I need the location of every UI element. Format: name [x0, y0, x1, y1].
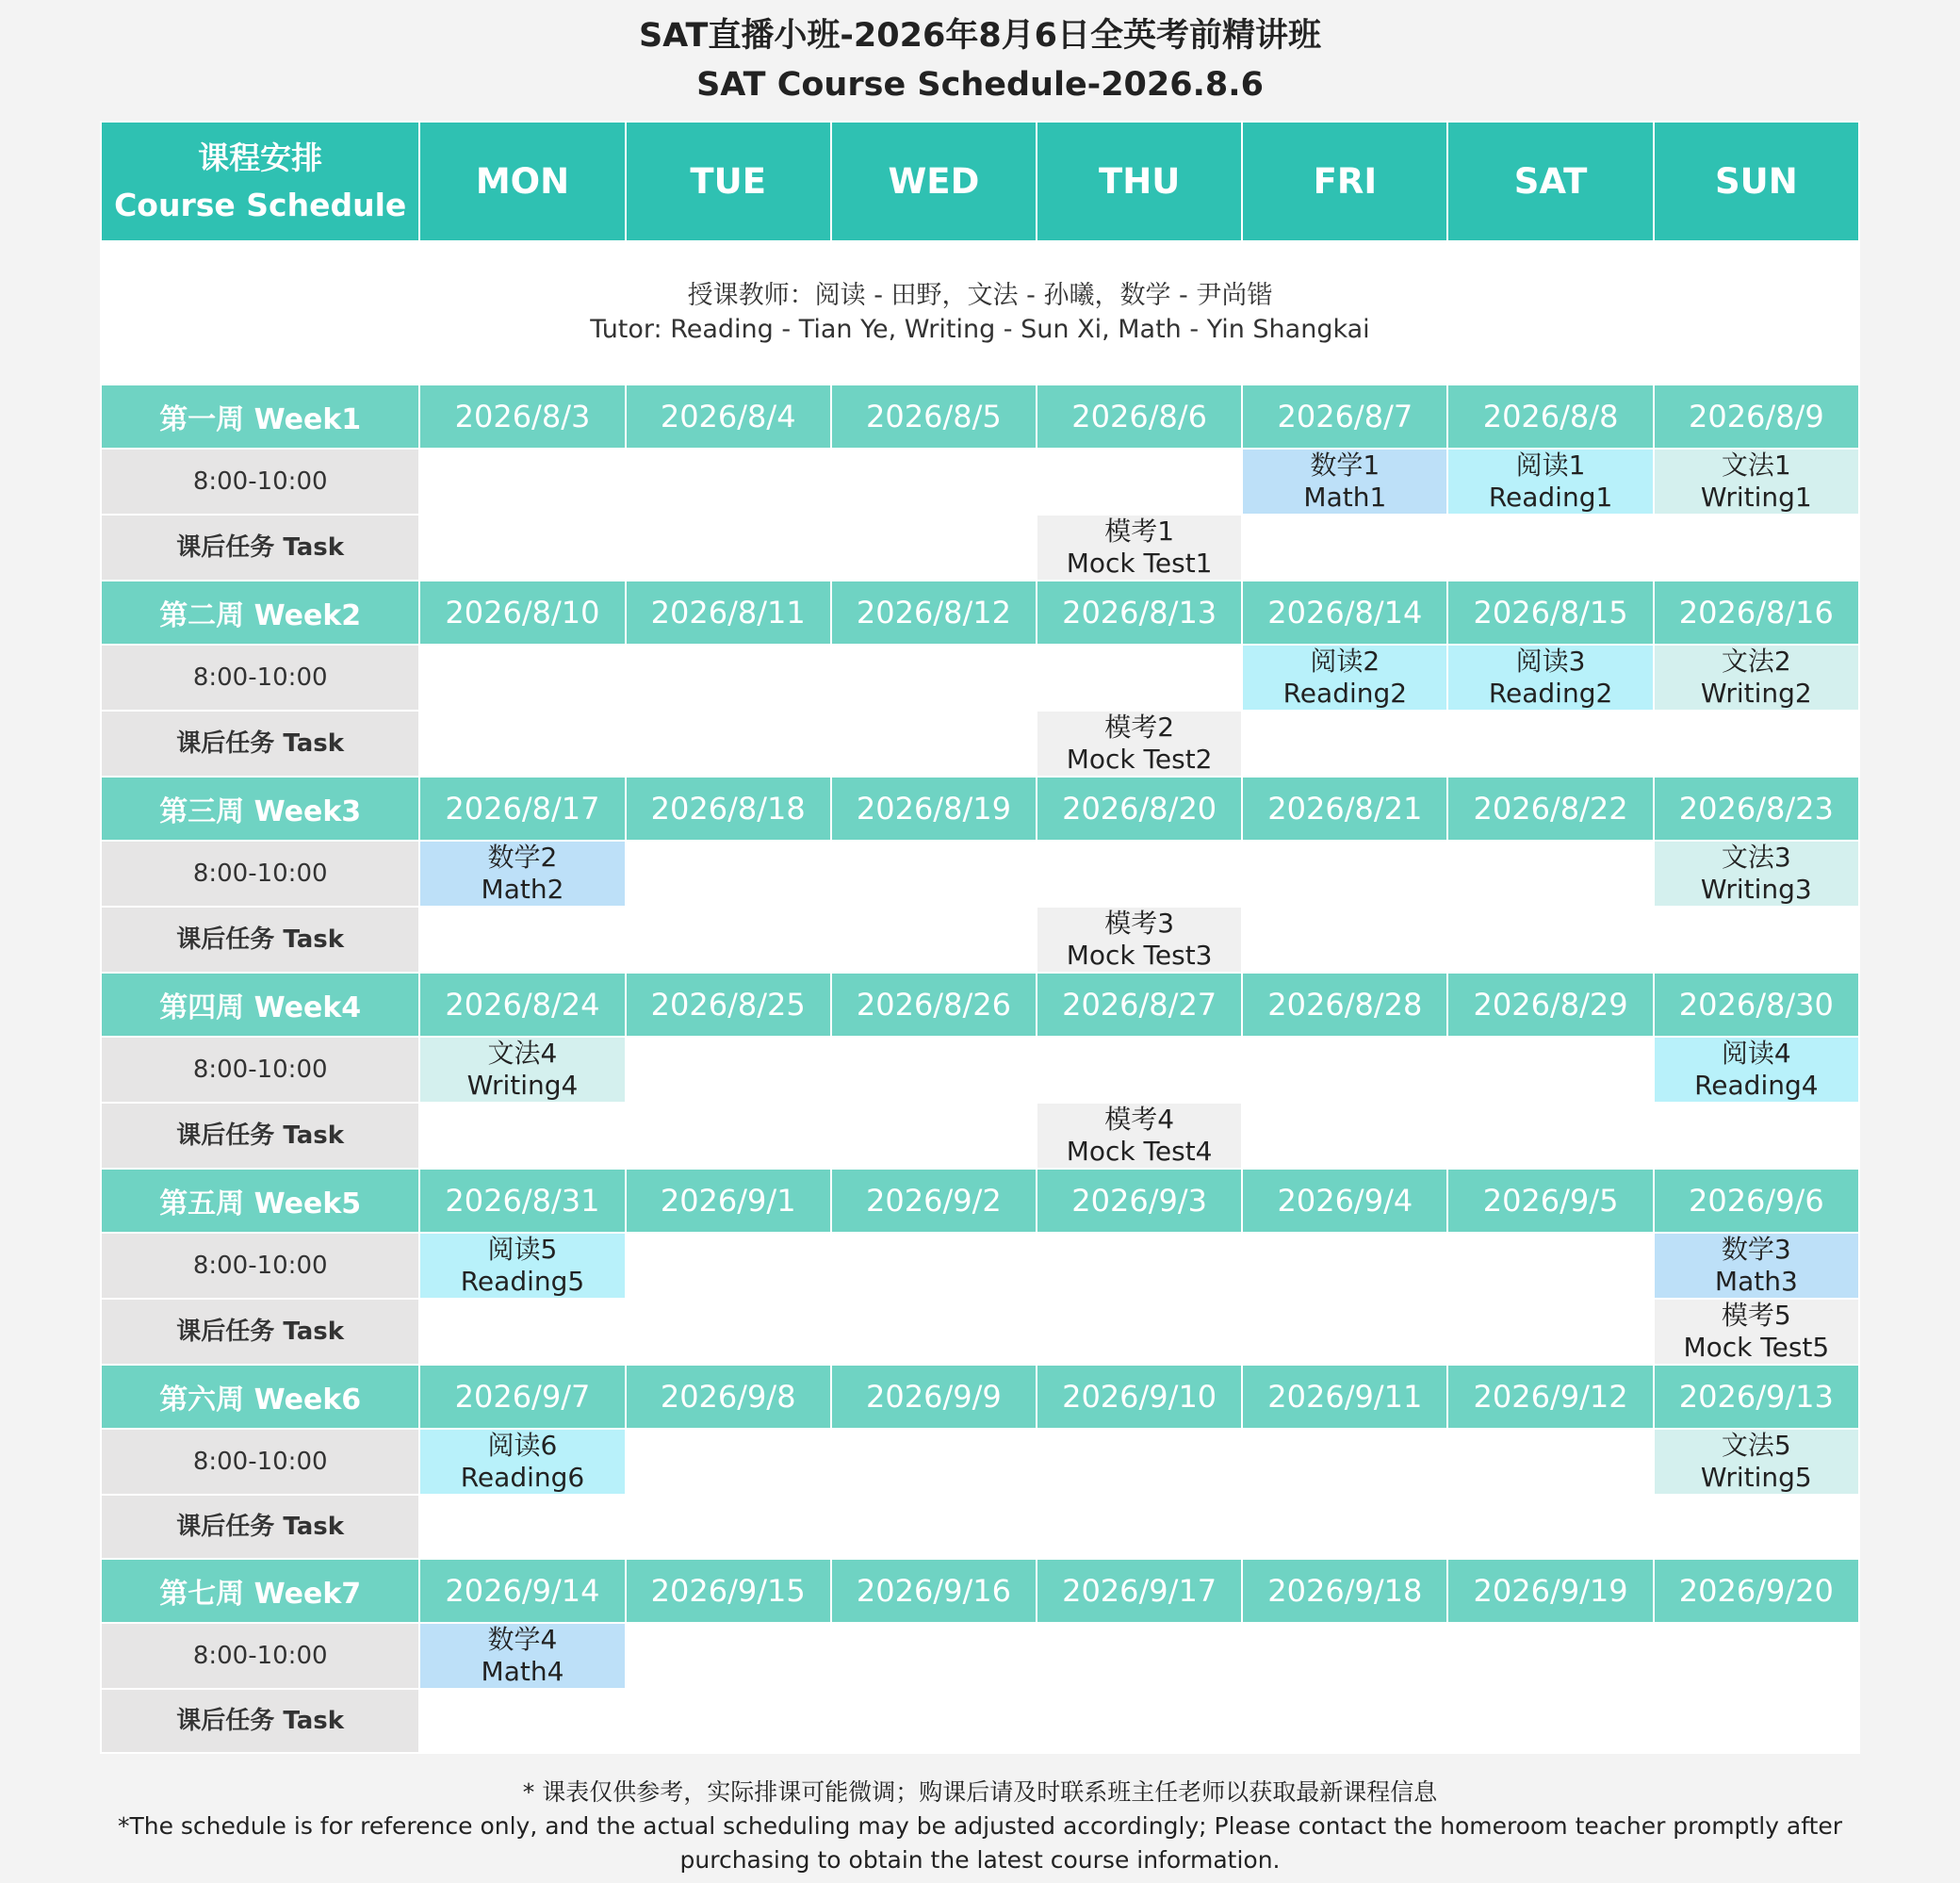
time-slot-row	[101, 449, 1859, 515]
header-row	[101, 122, 1859, 241]
empty-cell	[1242, 1429, 1447, 1495]
session-cell	[1447, 645, 1653, 711]
empty-cell	[1447, 1429, 1653, 1495]
empty-cell	[1654, 711, 1859, 777]
empty-cell	[626, 1429, 831, 1495]
session-name-cn: 文法1	[1721, 450, 1791, 481]
date-cell-thu: 2026/8/13	[1037, 581, 1242, 645]
time-slot-row	[101, 1429, 1859, 1495]
session-name-en: Reading5	[460, 1266, 585, 1297]
empty-cell	[626, 1233, 831, 1299]
date-cell-sun: 2026/9/13	[1654, 1365, 1859, 1429]
session-name-en: Mock Test1	[1066, 548, 1213, 579]
day-mon: MON	[419, 122, 625, 241]
header-label-cn: 课程安排	[198, 139, 323, 176]
session-name-en: Writing2	[1700, 678, 1812, 709]
session-name-en: Math4	[481, 1656, 564, 1687]
empty-cell	[1037, 1299, 1242, 1365]
date-cell-fri: 2026/8/21	[1242, 777, 1447, 841]
empty-cell	[626, 1623, 831, 1689]
empty-cell	[1242, 841, 1447, 907]
week-row	[101, 1169, 1859, 1233]
empty-cell	[831, 1429, 1037, 1495]
week-row	[101, 777, 1859, 841]
task-row	[101, 1299, 1859, 1365]
empty-cell	[831, 1623, 1037, 1689]
day-wed: WED	[831, 122, 1037, 241]
time-slot-label: 8:00-10:00	[101, 1037, 419, 1103]
empty-cell	[831, 1103, 1037, 1169]
date-cell-mon: 2026/8/17	[419, 777, 625, 841]
empty-cell	[1037, 1429, 1242, 1495]
empty-cell	[419, 449, 625, 515]
empty-cell	[831, 515, 1037, 581]
session-name-cn: 模考2	[1104, 712, 1175, 743]
date-cell-thu: 2026/8/20	[1037, 777, 1242, 841]
tutor-row	[101, 241, 1859, 385]
empty-cell	[831, 711, 1037, 777]
date-cell-sat: 2026/8/15	[1447, 581, 1653, 645]
date-cell-sat: 2026/8/22	[1447, 777, 1653, 841]
empty-cell	[1447, 1689, 1653, 1753]
empty-cell	[831, 645, 1037, 711]
footnote-cn: * 课表仅供参考，实际排课可能微调；购课后请及时联系班主任老师以获取最新课程信息	[522, 1778, 1438, 1806]
week-label: 第七周 Week7	[101, 1559, 419, 1623]
session-name-cn: 模考3	[1104, 908, 1175, 939]
date-cell-fri: 2026/8/28	[1242, 973, 1447, 1037]
date-cell-tue: 2026/8/11	[626, 581, 831, 645]
session-name-en: Mock Test5	[1683, 1332, 1830, 1363]
date-cell-wed: 2026/8/5	[831, 385, 1037, 449]
date-cell-wed: 2026/9/9	[831, 1365, 1037, 1429]
date-cell-mon: 2026/8/3	[419, 385, 625, 449]
empty-cell	[831, 1299, 1037, 1365]
date-cell-mon: 2026/9/7	[419, 1365, 625, 1429]
session-cell	[1037, 515, 1242, 581]
session-cell	[1654, 1233, 1859, 1299]
empty-cell	[1447, 1623, 1653, 1689]
session-cell	[419, 1037, 625, 1103]
session-name-cn: 阅读1	[1515, 450, 1586, 481]
header-label-en: Course Schedule	[114, 186, 407, 223]
date-cell-mon: 2026/8/10	[419, 581, 625, 645]
empty-cell	[1242, 1495, 1447, 1559]
week-row	[101, 385, 1859, 449]
day-sun: SUN	[1654, 122, 1859, 241]
footnote-en-2: purchasing to obtain the latest course information.	[679, 1846, 1281, 1874]
session-name-cn: 数学3	[1721, 1234, 1791, 1265]
date-cell-thu: 2026/8/6	[1037, 385, 1242, 449]
session-cell	[419, 1429, 625, 1495]
empty-cell	[626, 515, 831, 581]
session-cell	[1654, 1429, 1859, 1495]
task-row	[101, 1495, 1859, 1559]
task-row	[101, 907, 1859, 973]
task-row	[101, 711, 1859, 777]
task-row	[101, 515, 1859, 581]
footnote-en-1: *The schedule is for reference only, and the actual scheduling may be adjusted accordingly; Please contact the homeroom teacher promptly after	[117, 1812, 1843, 1840]
task-row	[101, 1689, 1859, 1753]
session-name-cn: 文法5	[1721, 1430, 1791, 1461]
week-row	[101, 1365, 1859, 1429]
empty-cell	[1654, 1623, 1859, 1689]
date-cell-sun: 2026/8/9	[1654, 385, 1859, 449]
session-cell	[1447, 449, 1653, 515]
session-name-en: Reading2	[1282, 678, 1408, 709]
week-label: 第六周 Week6	[101, 1365, 419, 1429]
empty-cell	[626, 1299, 831, 1365]
date-cell-thu: 2026/9/17	[1037, 1559, 1242, 1623]
session-cell	[419, 1233, 625, 1299]
date-cell-sat: 2026/9/12	[1447, 1365, 1653, 1429]
date-cell-wed: 2026/8/26	[831, 973, 1037, 1037]
task-label: 课后任务 Task	[101, 1299, 419, 1365]
session-name-cn: 数学1	[1310, 450, 1380, 481]
time-slot-label: 8:00-10:00	[101, 1623, 419, 1689]
empty-cell	[626, 1037, 831, 1103]
task-label: 课后任务 Task	[101, 1689, 419, 1753]
session-cell	[1654, 449, 1859, 515]
empty-cell	[1654, 907, 1859, 973]
empty-cell	[1242, 1623, 1447, 1689]
tutor-en: Tutor: Reading - Tian Ye, Writing - Sun Xi, Math - Yin Shangkai	[590, 315, 1370, 344]
empty-cell	[1447, 1495, 1653, 1559]
task-label: 课后任务 Task	[101, 907, 419, 973]
time-slot-row	[101, 841, 1859, 907]
date-cell-tue: 2026/8/4	[626, 385, 831, 449]
session-name-cn: 模考5	[1721, 1300, 1791, 1331]
session-name-cn: 阅读4	[1721, 1038, 1791, 1069]
empty-cell	[1037, 1233, 1242, 1299]
date-cell-thu: 2026/8/27	[1037, 973, 1242, 1037]
date-cell-mon: 2026/9/14	[419, 1559, 625, 1623]
empty-cell	[1037, 1689, 1242, 1753]
session-cell	[1037, 1103, 1242, 1169]
empty-cell	[1447, 515, 1653, 581]
title-cn: SAT直播小班-2026年8月6日全英考前精讲班	[638, 17, 1322, 55]
date-cell-sat: 2026/9/19	[1447, 1559, 1653, 1623]
session-name-en: Mock Test4	[1066, 1136, 1213, 1167]
time-slot-row	[101, 645, 1859, 711]
empty-cell	[1242, 1233, 1447, 1299]
title-en: SAT Course Schedule-2026.8.6	[696, 66, 1264, 104]
day-sat: SAT	[1447, 122, 1653, 241]
session-cell	[1654, 841, 1859, 907]
session-name-en: Reading1	[1488, 482, 1613, 513]
empty-cell	[626, 907, 831, 973]
empty-cell	[1242, 515, 1447, 581]
empty-cell	[419, 1689, 625, 1753]
empty-cell	[419, 515, 625, 581]
date-cell-sun: 2026/9/6	[1654, 1169, 1859, 1233]
session-name-en: Writing3	[1700, 874, 1812, 905]
empty-cell	[419, 1103, 625, 1169]
week-label: 第五周 Week5	[101, 1169, 419, 1233]
week-row	[101, 1559, 1859, 1623]
session-name-cn: 文法3	[1721, 842, 1791, 873]
task-label: 课后任务 Task	[101, 515, 419, 581]
time-slot-label: 8:00-10:00	[101, 841, 419, 907]
session-name-en: Writing5	[1700, 1462, 1812, 1493]
session-cell	[1654, 1299, 1859, 1365]
date-cell-sun: 2026/8/16	[1654, 581, 1859, 645]
tutor-cell	[101, 241, 1859, 385]
empty-cell	[1654, 1689, 1859, 1753]
empty-cell	[626, 449, 831, 515]
empty-cell	[1654, 1103, 1859, 1169]
date-cell-tue: 2026/8/18	[626, 777, 831, 841]
session-name-cn: 阅读6	[487, 1430, 558, 1461]
empty-cell	[626, 1495, 831, 1559]
empty-cell	[1242, 711, 1447, 777]
date-cell-fri: 2026/8/14	[1242, 581, 1447, 645]
session-name-en: Reading4	[1694, 1070, 1819, 1101]
empty-cell	[831, 1689, 1037, 1753]
empty-cell	[419, 907, 625, 973]
session-name-en: Mock Test3	[1066, 940, 1213, 971]
task-label: 课后任务 Task	[101, 1103, 419, 1169]
task-label: 课后任务 Task	[101, 1495, 419, 1559]
empty-cell	[831, 1037, 1037, 1103]
tutor-cn: 授课教师：阅读 - 田野，文法 - 孙曦，数学 - 尹尚锴	[687, 281, 1273, 310]
session-cell	[1242, 449, 1447, 515]
week-label: 第二周 Week2	[101, 581, 419, 645]
empty-cell	[419, 1299, 625, 1365]
session-name-en: Math2	[481, 874, 564, 905]
date-cell-thu: 2026/9/3	[1037, 1169, 1242, 1233]
empty-cell	[1447, 1037, 1653, 1103]
session-name-en: Mock Test2	[1066, 744, 1213, 775]
date-cell-tue: 2026/9/1	[626, 1169, 831, 1233]
empty-cell	[626, 841, 831, 907]
empty-cell	[1447, 907, 1653, 973]
session-cell	[1037, 711, 1242, 777]
date-cell-wed: 2026/8/19	[831, 777, 1037, 841]
empty-cell	[831, 1233, 1037, 1299]
date-cell-thu: 2026/9/10	[1037, 1365, 1242, 1429]
session-name-en: Math3	[1714, 1266, 1798, 1297]
day-tue: TUE	[626, 122, 831, 241]
session-cell	[419, 1623, 625, 1689]
empty-cell	[831, 907, 1037, 973]
header-label-cell	[101, 122, 419, 241]
empty-cell	[1242, 1299, 1447, 1365]
empty-cell	[626, 711, 831, 777]
day-thu: THU	[1037, 122, 1242, 241]
session-name-cn: 阅读3	[1515, 646, 1586, 677]
empty-cell	[831, 449, 1037, 515]
empty-cell	[419, 711, 625, 777]
empty-cell	[1037, 1623, 1242, 1689]
date-cell-sun: 2026/8/30	[1654, 973, 1859, 1037]
week-row	[101, 973, 1859, 1037]
date-cell-tue: 2026/9/8	[626, 1365, 831, 1429]
time-slot-label: 8:00-10:00	[101, 645, 419, 711]
time-slot-row	[101, 1623, 1859, 1689]
session-cell	[1654, 1037, 1859, 1103]
empty-cell	[1242, 1689, 1447, 1753]
date-cell-sun: 2026/8/23	[1654, 777, 1859, 841]
session-name-en: Reading2	[1488, 678, 1613, 709]
week-label: 第四周 Week4	[101, 973, 419, 1037]
empty-cell	[1242, 1037, 1447, 1103]
empty-cell	[1037, 841, 1242, 907]
date-cell-fri: 2026/9/11	[1242, 1365, 1447, 1429]
empty-cell	[1242, 1103, 1447, 1169]
session-name-en: Math1	[1303, 482, 1387, 513]
date-cell-tue: 2026/9/15	[626, 1559, 831, 1623]
time-slot-row	[101, 1037, 1859, 1103]
empty-cell	[626, 1103, 831, 1169]
empty-cell	[1654, 1495, 1859, 1559]
session-name-cn: 模考1	[1104, 516, 1175, 547]
session-name-cn: 文法4	[487, 1038, 558, 1069]
date-cell-sat: 2026/8/29	[1447, 973, 1653, 1037]
session-name-en: Writing4	[466, 1070, 579, 1101]
empty-cell	[831, 1495, 1037, 1559]
empty-cell	[1447, 1103, 1653, 1169]
time-slot-label: 8:00-10:00	[101, 1233, 419, 1299]
day-fri: FRI	[1242, 122, 1447, 241]
session-name-cn: 阅读5	[487, 1234, 558, 1265]
time-slot-row	[101, 1233, 1859, 1299]
session-name-cn: 阅读2	[1310, 646, 1380, 677]
date-cell-sat: 2026/9/5	[1447, 1169, 1653, 1233]
date-cell-sat: 2026/8/8	[1447, 385, 1653, 449]
empty-cell	[1447, 841, 1653, 907]
session-name-en: Writing1	[1700, 482, 1812, 513]
empty-cell	[1447, 711, 1653, 777]
date-cell-mon: 2026/8/31	[419, 1169, 625, 1233]
empty-cell	[1242, 907, 1447, 973]
empty-cell	[1037, 1495, 1242, 1559]
session-cell	[1242, 645, 1447, 711]
week-label: 第三周 Week3	[101, 777, 419, 841]
date-cell-tue: 2026/8/25	[626, 973, 831, 1037]
session-name-cn: 数学2	[487, 842, 558, 873]
footnote	[100, 1776, 1860, 1877]
empty-cell	[1037, 645, 1242, 711]
date-cell-fri: 2026/8/7	[1242, 385, 1447, 449]
time-slot-label: 8:00-10:00	[101, 1429, 419, 1495]
session-name-cn: 数学4	[487, 1624, 558, 1655]
session-name-cn: 模考4	[1104, 1104, 1175, 1135]
empty-cell	[626, 645, 831, 711]
session-cell	[419, 841, 625, 907]
date-cell-fri: 2026/9/4	[1242, 1169, 1447, 1233]
empty-cell	[419, 645, 625, 711]
schedule-table	[100, 121, 1860, 1754]
empty-cell	[1447, 1233, 1653, 1299]
empty-cell	[1037, 449, 1242, 515]
date-cell-fri: 2026/9/18	[1242, 1559, 1447, 1623]
empty-cell	[831, 841, 1037, 907]
session-name-cn: 文法2	[1721, 646, 1791, 677]
task-row	[101, 1103, 1859, 1169]
task-label: 课后任务 Task	[101, 711, 419, 777]
date-cell-wed: 2026/9/16	[831, 1559, 1037, 1623]
week-label: 第一周 Week1	[101, 385, 419, 449]
date-cell-mon: 2026/8/24	[419, 973, 625, 1037]
date-cell-sun: 2026/9/20	[1654, 1559, 1859, 1623]
empty-cell	[1654, 515, 1859, 581]
empty-cell	[626, 1689, 831, 1753]
session-name-en: Reading6	[460, 1462, 585, 1493]
week-row	[101, 581, 1859, 645]
session-cell	[1037, 907, 1242, 973]
title-block	[0, 11, 1960, 109]
empty-cell	[419, 1495, 625, 1559]
date-cell-wed: 2026/8/12	[831, 581, 1037, 645]
empty-cell	[1447, 1299, 1653, 1365]
time-slot-label: 8:00-10:00	[101, 449, 419, 515]
session-cell	[1654, 645, 1859, 711]
date-cell-wed: 2026/9/2	[831, 1169, 1037, 1233]
empty-cell	[1037, 1037, 1242, 1103]
